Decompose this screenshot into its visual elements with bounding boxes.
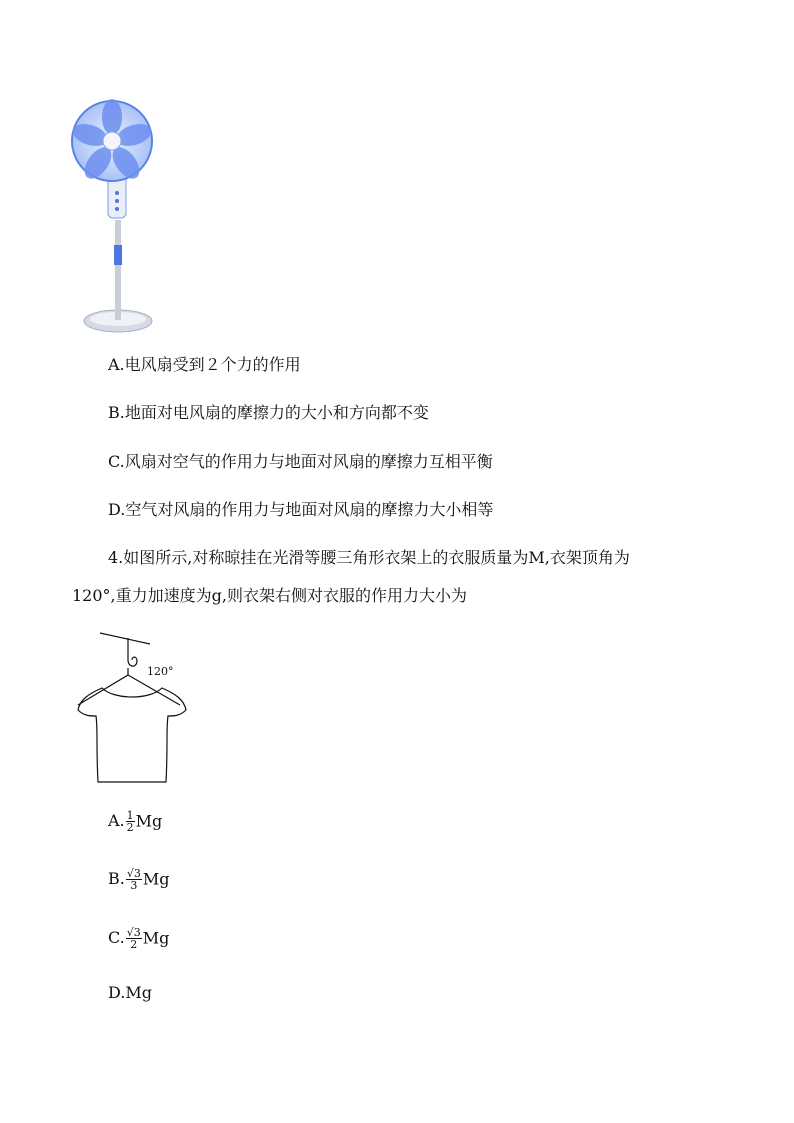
q4-option-b-prefix: B. [108,869,125,888]
fan-option-d: D.空气对风扇的作用力与地面对风扇的摩擦力大小相等 [108,500,494,519]
angle-label: 120° [147,665,174,678]
q4-option-d [108,983,152,1003]
q4-option-b-numerator: √3 [126,867,141,880]
q4-option-c-prefix: C. [108,928,125,947]
q4-option-b [108,868,169,891]
electric-fan-image [70,95,160,340]
q4-option-c [108,927,169,950]
question-4-line-2: 120°,重力加速度为g,则衣架右侧对衣服的作用力大小为 [72,586,467,605]
q4-option-a-numerator: 1 [126,809,134,822]
q4-option-b-suffix: Mg [142,869,170,889]
q4-option-c-numerator: √3 [126,926,141,939]
q4-option-d-suffix: Mg [125,983,152,1002]
q4-option-a [108,810,162,833]
q4-option-c-denominator: 2 [130,938,138,951]
question-4-line-1: 4.如图所示,对称晾挂在光滑等腰三角形衣架上的衣服质量为M,衣架顶角为 [108,548,630,567]
fan-option-b: B.地面对电风扇的摩擦力的大小和方向都不变 [108,403,429,422]
fan-option-a: A.电风扇受到２个力的作用 [108,355,301,374]
q4-option-c-fraction [126,927,142,950]
fan-option-c: C.风扇对空气的作用力与地面对风扇的摩擦力互相平衡 [108,452,493,471]
q4-option-d-prefix: D. [108,983,126,1002]
q4-option-a-suffix: Mg [135,811,163,831]
q4-option-b-fraction [126,868,142,891]
q4-option-a-denominator: 2 [126,821,134,834]
q4-option-b-denominator: 3 [130,879,138,892]
q4-option-c-suffix: Mg [142,928,170,948]
clothes-hanger-figure [74,630,194,790]
q4-option-a-prefix: A. [108,811,125,830]
q4-option-a-fraction [126,810,135,833]
